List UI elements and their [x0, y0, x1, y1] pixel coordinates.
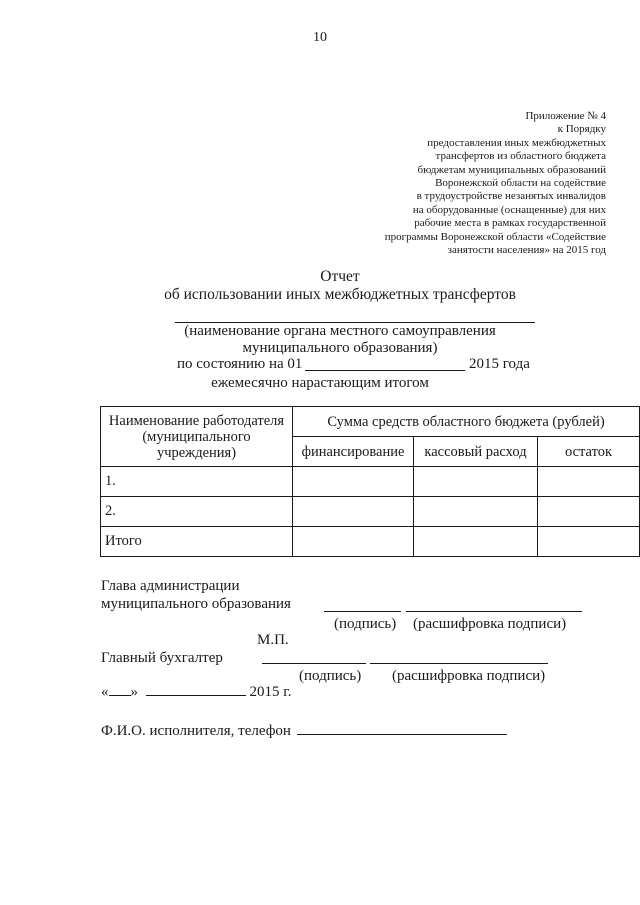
appendix-block — [346, 110, 606, 257]
table-cell[interactable] — [414, 527, 538, 557]
as-of-prefix: по состоянию на 01 — [177, 356, 303, 372]
col-financing-header: финансирование — [293, 437, 414, 467]
monthly-caption: ежемесячно нарастающим итогом — [211, 375, 429, 391]
table-cell[interactable] — [293, 527, 414, 557]
as-of-date-field[interactable] — [305, 370, 465, 371]
report-subtitle: об использовании иных межбюджетных трансфертов — [164, 286, 516, 303]
appendix-line: занятости населения» на 2015 год — [447, 244, 606, 257]
table-cell[interactable] — [293, 467, 414, 497]
accountant-signature-label: (подпись) — [299, 668, 362, 684]
accountant-decipher-label: (расшифровка подписи) — [392, 668, 546, 684]
table-cell[interactable] — [538, 497, 640, 527]
table-cell[interactable] — [414, 497, 538, 527]
page-number: 10 — [313, 30, 327, 45]
appendix-line: Приложение № 4 — [525, 110, 606, 122]
head-signature-label: (подпись) — [334, 616, 397, 632]
date-year: 2015 г. — [249, 684, 292, 700]
table-row — [101, 497, 640, 527]
appendix-line: предоставления иных межбюджетных — [427, 136, 606, 149]
appendix-line: программы Воронежской области «Содействие — [384, 230, 606, 243]
date-close-quote: » — [130, 684, 138, 700]
head-title-line2: муниципального образования — [101, 596, 291, 612]
appendix-line: на оборудованные (оснащенные) для них — [412, 203, 606, 216]
table-cell[interactable] — [538, 467, 640, 497]
table-cell[interactable] — [293, 497, 414, 527]
col-sum-header: Сумма средств областного бюджета (рублей) — [293, 407, 640, 437]
report-title: Отчет — [320, 268, 360, 285]
executor-label: Ф.И.О. исполнителя, телефон — [101, 723, 291, 739]
accountant-decipher-field[interactable] — [370, 663, 548, 664]
as-of-suffix: 2015 года — [469, 356, 530, 372]
org-name-line: муниципального образования) — [242, 340, 438, 356]
head-decipher-label: (расшифровка подписи) — [413, 616, 567, 632]
appendix-line: Воронежской области на содействие — [435, 177, 606, 190]
appendix-line: рабочие места в рамках государственной — [414, 217, 606, 230]
stamp-label: М.П. — [257, 632, 289, 648]
head-decipher-field[interactable] — [406, 611, 582, 612]
row-label: 1. — [101, 467, 293, 497]
date-line — [101, 684, 291, 701]
accountant-signature-field[interactable] — [262, 663, 366, 664]
appendix-line: к Порядку — [557, 123, 606, 136]
head-signature-field[interactable] — [324, 611, 401, 612]
day-field[interactable] — [109, 695, 131, 696]
month-field[interactable] — [146, 695, 246, 696]
appendix-line: бюджетам муниципальных образований — [417, 163, 606, 176]
row-label: Итого — [101, 527, 293, 557]
appendix-line: трансфертов из областного бюджета — [435, 150, 606, 163]
table-cell[interactable] — [414, 467, 538, 497]
head-title-line1: Глава администрации — [101, 578, 240, 594]
col-balance-header: остаток — [538, 437, 640, 467]
table-row — [101, 527, 640, 557]
report-table — [100, 406, 640, 557]
table-row — [101, 467, 640, 497]
col-cash-expense-header: кассовый расход — [414, 437, 538, 467]
executor-field[interactable] — [297, 734, 507, 735]
org-name-caption — [120, 323, 560, 357]
org-name-line: (наименование органа местного самоуправления — [184, 323, 496, 339]
row-label: 2. — [101, 497, 293, 527]
report-title-block — [120, 268, 560, 304]
chief-accountant-label: Главный бухгалтер — [101, 650, 223, 666]
table-cell[interactable] — [538, 527, 640, 557]
date-open-quote: « — [101, 684, 109, 700]
appendix-line: в трудоустройстве незанятых инвалидов — [416, 190, 606, 203]
executor-line — [101, 723, 507, 740]
col-employer-header: Наименование работодателя (муниципального учреждения) — [101, 407, 293, 467]
